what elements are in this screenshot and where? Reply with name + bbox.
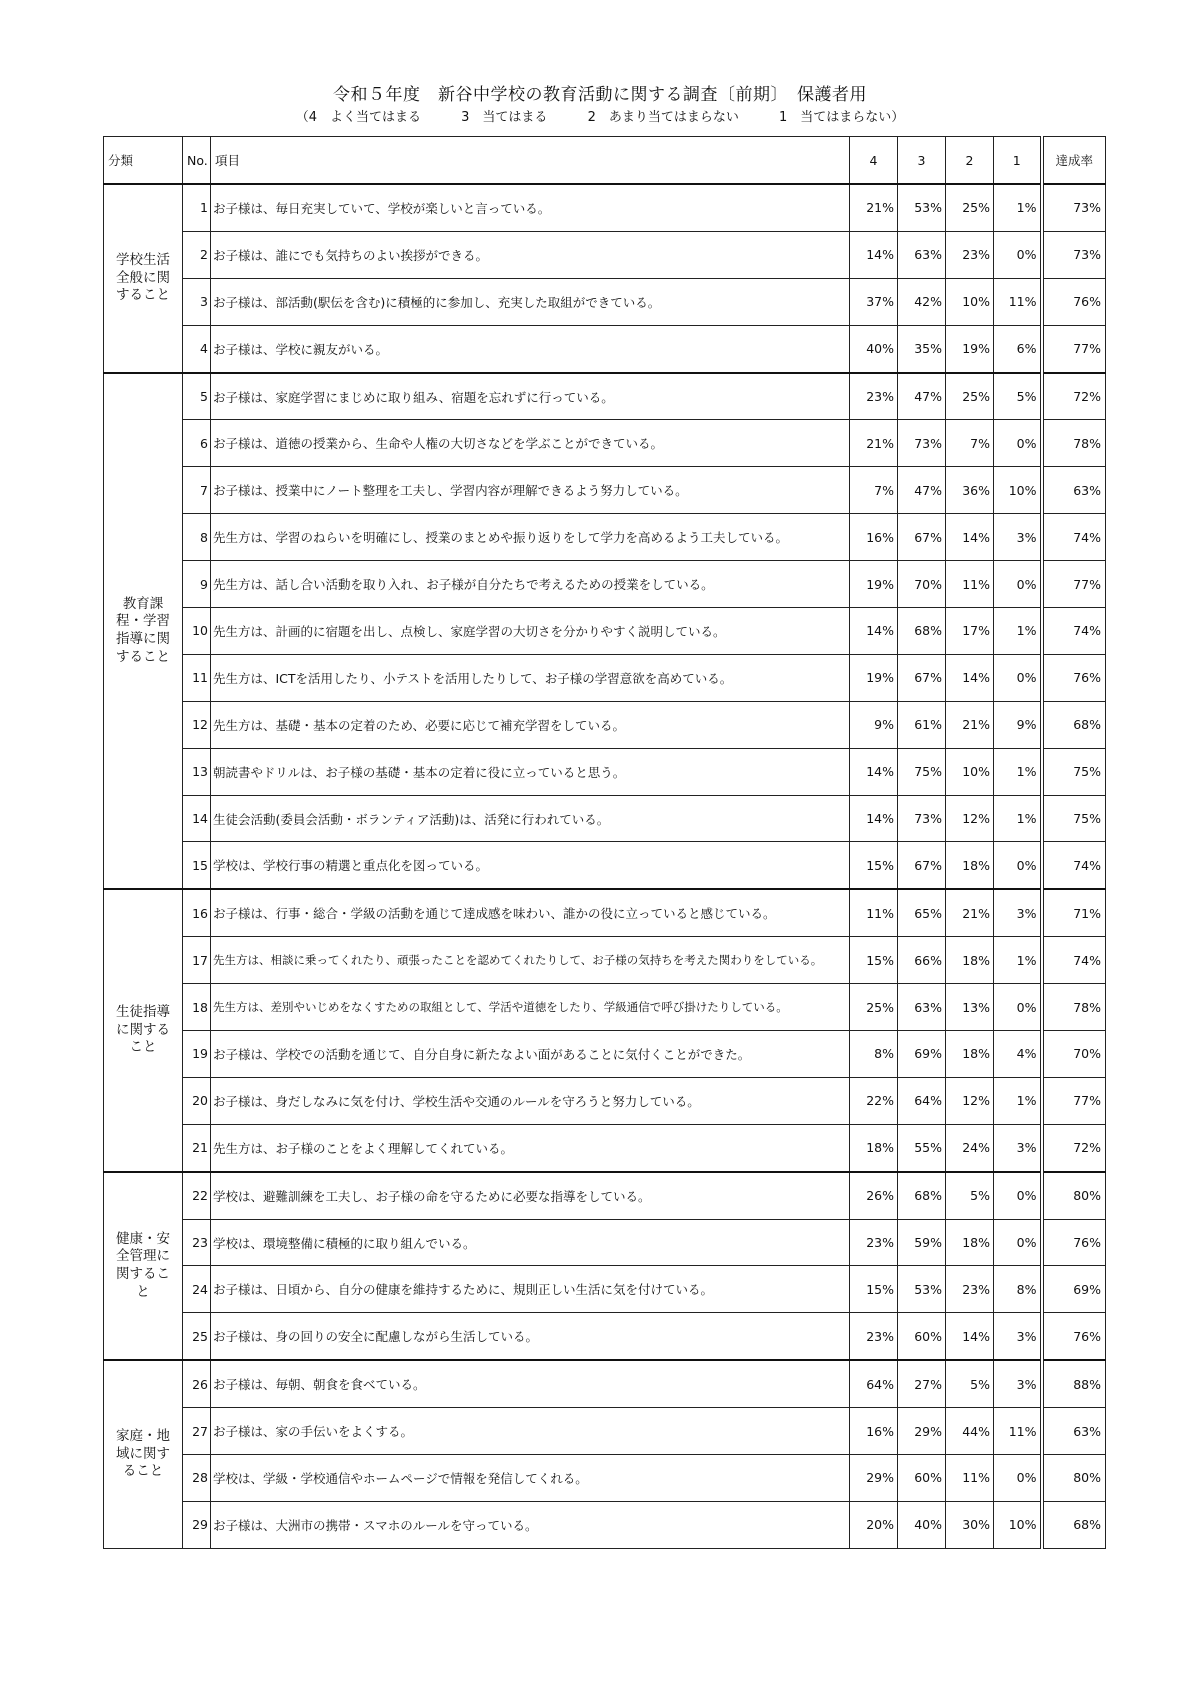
pct-1: 0% <box>994 1172 1042 1219</box>
category-cell: 学校生活全般に関すること <box>104 184 183 373</box>
pct-1: 4% <box>994 1031 1042 1078</box>
pct-3: 68% <box>898 608 946 655</box>
pct-4: 29% <box>850 1455 898 1502</box>
table-row <box>104 561 1106 608</box>
item-number: 14 <box>183 795 211 842</box>
page-title: 令和５年度 新谷中学校の教育活動に関する調査〔前期〕 保護者用 <box>333 85 867 105</box>
table-row <box>104 1219 1106 1266</box>
pct-1: 0% <box>994 1455 1042 1502</box>
header-1: 1 <box>994 137 1042 185</box>
pct-3: 63% <box>898 231 946 278</box>
pct-4: 21% <box>850 184 898 231</box>
item-number: 15 <box>183 842 211 889</box>
table-row <box>104 1172 1106 1219</box>
item-text: お子様は、毎朝、朝食を食べている。 <box>211 1360 850 1407</box>
pct-1: 0% <box>994 420 1042 467</box>
pct-4: 14% <box>850 795 898 842</box>
item-number: 29 <box>183 1501 211 1548</box>
pct-4: 20% <box>850 1501 898 1548</box>
pct-3: 35% <box>898 325 946 372</box>
category-cell: 教育課程・学習指導に関すること <box>104 373 183 890</box>
achievement-rate: 74% <box>1042 937 1106 984</box>
item-number: 12 <box>183 701 211 748</box>
category-cell: 健康・安全管理に関すること <box>104 1172 183 1361</box>
pct-4: 23% <box>850 1219 898 1266</box>
pct-4: 15% <box>850 842 898 889</box>
achievement-rate: 68% <box>1042 1501 1106 1548</box>
pct-2: 13% <box>946 984 994 1031</box>
pct-4: 40% <box>850 325 898 372</box>
pct-4: 16% <box>850 514 898 561</box>
item-number: 26 <box>183 1360 211 1407</box>
pct-2: 5% <box>946 1360 994 1407</box>
pct-1: 0% <box>994 231 1042 278</box>
pct-2: 44% <box>946 1408 994 1455</box>
pct-3: 47% <box>898 467 946 514</box>
pct-4: 23% <box>850 1313 898 1360</box>
pct-2: 36% <box>946 467 994 514</box>
item-text: 朝読書やドリルは、お子様の基礎・基本の定着に役に立っていると思う。 <box>211 748 850 795</box>
achievement-rate: 78% <box>1042 420 1106 467</box>
pct-3: 69% <box>898 1031 946 1078</box>
pct-1: 11% <box>994 1408 1042 1455</box>
item-number: 22 <box>183 1172 211 1219</box>
header-rate: 達成率 <box>1042 137 1106 185</box>
pct-2: 17% <box>946 608 994 655</box>
achievement-rate: 76% <box>1042 1219 1106 1266</box>
item-text: お子様は、大洲市の携帯・スマホのルールを守っている。 <box>211 1501 850 1548</box>
item-text: 先生方は、お子様のことをよく理解してくれている。 <box>211 1124 850 1171</box>
pct-3: 67% <box>898 654 946 701</box>
pct-3: 53% <box>898 1266 946 1313</box>
pct-4: 19% <box>850 654 898 701</box>
item-text: お子様は、誰にでも気持ちのよい挨拶ができる。 <box>211 231 850 278</box>
pct-3: 64% <box>898 1077 946 1124</box>
item-text: お子様は、道徳の授業から、生命や人権の大切さなどを学ぶことができている。 <box>211 420 850 467</box>
pct-3: 60% <box>898 1313 946 1360</box>
table-row <box>104 654 1106 701</box>
pct-1: 1% <box>994 748 1042 795</box>
table-row <box>104 278 1106 325</box>
item-number: 24 <box>183 1266 211 1313</box>
pct-1: 0% <box>994 984 1042 1031</box>
pct-1: 3% <box>994 1360 1042 1407</box>
table-row <box>104 1124 1106 1171</box>
table-row <box>104 889 1106 936</box>
item-number: 10 <box>183 608 211 655</box>
legend-3: 3 当てはまる <box>461 110 548 125</box>
item-text: お子様は、家庭学習にまじめに取り組み、宿題を忘れずに行っている。 <box>211 373 850 420</box>
pct-4: 16% <box>850 1408 898 1455</box>
item-number: 18 <box>183 984 211 1031</box>
table-row <box>104 1266 1106 1313</box>
item-number: 17 <box>183 937 211 984</box>
pct-2: 30% <box>946 1501 994 1548</box>
header-category: 分類 <box>104 137 183 185</box>
item-text: お子様は、毎日充実していて、学校が楽しいと言っている。 <box>211 184 850 231</box>
achievement-rate: 75% <box>1042 748 1106 795</box>
item-number: 19 <box>183 1031 211 1078</box>
pct-3: 60% <box>898 1455 946 1502</box>
pct-4: 14% <box>850 608 898 655</box>
achievement-rate: 73% <box>1042 231 1106 278</box>
pct-4: 37% <box>850 278 898 325</box>
pct-4: 14% <box>850 231 898 278</box>
table-row <box>104 373 1106 420</box>
pct-1: 3% <box>994 1313 1042 1360</box>
pct-3: 53% <box>898 184 946 231</box>
table-row <box>104 701 1106 748</box>
item-text: 先生方は、学習のねらいを明確にし、授業のまとめや振り返りをして学力を高めるよう工夫している。 <box>211 514 850 561</box>
pct-3: 63% <box>898 984 946 1031</box>
pct-3: 65% <box>898 889 946 936</box>
pct-2: 10% <box>946 748 994 795</box>
header-2: 2 <box>946 137 994 185</box>
item-text: お子様は、部活動(駅伝を含む)に積極的に参加し、充実した取組ができている。 <box>211 278 850 325</box>
pct-4: 9% <box>850 701 898 748</box>
category-cell: 生徒指導に関すること <box>104 889 183 1171</box>
item-number: 11 <box>183 654 211 701</box>
table-row <box>104 937 1106 984</box>
item-text: 学校は、学級・学校通信やホームページで情報を発信してくれる。 <box>211 1455 850 1502</box>
achievement-rate: 69% <box>1042 1266 1106 1313</box>
item-number: 28 <box>183 1455 211 1502</box>
pct-2: 25% <box>946 184 994 231</box>
pct-4: 15% <box>850 937 898 984</box>
pct-4: 22% <box>850 1077 898 1124</box>
pct-4: 7% <box>850 467 898 514</box>
table-row <box>104 1501 1106 1548</box>
pct-1: 10% <box>994 1501 1042 1548</box>
item-text: 先生方は、話し合い活動を取り入れ、お子様が自分たちで考えるための授業をしている。 <box>211 561 850 608</box>
achievement-rate: 80% <box>1042 1455 1106 1502</box>
item-text: お子様は、日頃から、自分の健康を維持するために、規則正しい生活に気を付けている。 <box>211 1266 850 1313</box>
table-row <box>104 842 1106 889</box>
pct-1: 10% <box>994 467 1042 514</box>
item-number: 27 <box>183 1408 211 1455</box>
pct-3: 73% <box>898 420 946 467</box>
pct-1: 3% <box>994 889 1042 936</box>
item-text: お子様は、授業中にノート整理を工夫し、学習内容が理解できるよう努力している。 <box>211 467 850 514</box>
item-text: 先生方は、差別やいじめをなくすための取組として、学活や道徳をしたり、学級通信で呼び掛けたりしている。 <box>211 984 850 1031</box>
legend-2: 2 あまり当てはまらない <box>587 110 739 125</box>
item-number: 20 <box>183 1077 211 1124</box>
achievement-rate: 77% <box>1042 561 1106 608</box>
table-row <box>104 795 1106 842</box>
header-no: No. <box>183 137 211 185</box>
pct-1: 5% <box>994 373 1042 420</box>
item-text: お子様は、身だしなみに気を付け、学校生活や交通のルールを守ろうと努力している。 <box>211 1077 850 1124</box>
table-row <box>104 231 1106 278</box>
pct-3: 67% <box>898 842 946 889</box>
table-row <box>104 1455 1106 1502</box>
table-row <box>104 420 1106 467</box>
header-4: 4 <box>850 137 898 185</box>
pct-2: 5% <box>946 1172 994 1219</box>
pct-2: 11% <box>946 561 994 608</box>
achievement-rate: 71% <box>1042 889 1106 936</box>
table-row <box>104 1313 1106 1360</box>
pct-4: 8% <box>850 1031 898 1078</box>
pct-2: 18% <box>946 937 994 984</box>
item-number: 21 <box>183 1124 211 1171</box>
table-row <box>104 514 1106 561</box>
item-text: お子様は、身の回りの安全に配慮しながら生活している。 <box>211 1313 850 1360</box>
item-text: 先生方は、基礎・基本の定着のため、必要に応じて補充学習をしている。 <box>211 701 850 748</box>
pct-2: 14% <box>946 654 994 701</box>
header-3: 3 <box>898 137 946 185</box>
pct-1: 1% <box>994 937 1042 984</box>
achievement-rate: 70% <box>1042 1031 1106 1078</box>
pct-2: 11% <box>946 1455 994 1502</box>
pct-3: 61% <box>898 701 946 748</box>
pct-2: 7% <box>946 420 994 467</box>
achievement-rate: 63% <box>1042 1408 1106 1455</box>
achievement-rate: 63% <box>1042 467 1106 514</box>
pct-3: 73% <box>898 795 946 842</box>
category-cell: 家庭・地域に関すること <box>104 1360 183 1548</box>
pct-1: 1% <box>994 608 1042 655</box>
pct-4: 25% <box>850 984 898 1031</box>
table-row <box>104 748 1106 795</box>
rating-legend <box>0 106 1200 125</box>
item-text: お子様は、家の手伝いをよくする。 <box>211 1408 850 1455</box>
item-number: 16 <box>183 889 211 936</box>
pct-3: 75% <box>898 748 946 795</box>
pct-2: 23% <box>946 1266 994 1313</box>
item-number: 2 <box>183 231 211 278</box>
achievement-rate: 74% <box>1042 608 1106 655</box>
item-number: 5 <box>183 373 211 420</box>
pct-4: 26% <box>850 1172 898 1219</box>
pct-3: 70% <box>898 561 946 608</box>
pct-2: 12% <box>946 795 994 842</box>
pct-1: 0% <box>994 654 1042 701</box>
pct-2: 23% <box>946 231 994 278</box>
pct-2: 19% <box>946 325 994 372</box>
table-row <box>104 1408 1106 1455</box>
item-text: 学校は、環境整備に積極的に取り組んでいる。 <box>211 1219 850 1266</box>
table-row <box>104 325 1106 372</box>
item-text: 学校は、学校行事の精選と重点化を図っている。 <box>211 842 850 889</box>
item-text: お子様は、学校に親友がいる。 <box>211 325 850 372</box>
item-text: 生徒会活動(委員会活動・ボランティア活動)は、活発に行われている。 <box>211 795 850 842</box>
pct-1: 9% <box>994 701 1042 748</box>
pct-4: 15% <box>850 1266 898 1313</box>
legend-1: 1 当てはまらない） <box>778 110 905 125</box>
pct-3: 47% <box>898 373 946 420</box>
pct-2: 18% <box>946 1031 994 1078</box>
achievement-rate: 78% <box>1042 984 1106 1031</box>
pct-1: 0% <box>994 1219 1042 1266</box>
item-number: 7 <box>183 467 211 514</box>
achievement-rate: 77% <box>1042 325 1106 372</box>
achievement-rate: 74% <box>1042 514 1106 561</box>
pct-3: 40% <box>898 1501 946 1548</box>
pct-1: 3% <box>994 1124 1042 1171</box>
achievement-rate: 76% <box>1042 1313 1106 1360</box>
item-text: 先生方は、計画的に宿題を出し、点検し、家庭学習の大切さを分かりやすく説明している。 <box>211 608 850 655</box>
item-number: 9 <box>183 561 211 608</box>
achievement-rate: 72% <box>1042 373 1106 420</box>
pct-1: 3% <box>994 514 1042 561</box>
pct-3: 29% <box>898 1408 946 1455</box>
item-number: 4 <box>183 325 211 372</box>
pct-2: 18% <box>946 842 994 889</box>
pct-3: 55% <box>898 1124 946 1171</box>
achievement-rate: 77% <box>1042 1077 1106 1124</box>
pct-1: 8% <box>994 1266 1042 1313</box>
achievement-rate: 76% <box>1042 654 1106 701</box>
achievement-rate: 88% <box>1042 1360 1106 1407</box>
pct-1: 0% <box>994 561 1042 608</box>
pct-2: 10% <box>946 278 994 325</box>
item-text: 学校は、避難訓練を工夫し、お子様の命を守るために必要な指導をしている。 <box>211 1172 850 1219</box>
achievement-rate: 68% <box>1042 701 1106 748</box>
pct-4: 64% <box>850 1360 898 1407</box>
table-row <box>104 1077 1106 1124</box>
pct-1: 6% <box>994 325 1042 372</box>
pct-4: 14% <box>850 748 898 795</box>
pct-1: 11% <box>994 278 1042 325</box>
achievement-rate: 73% <box>1042 184 1106 231</box>
item-number: 1 <box>183 184 211 231</box>
survey-table <box>103 136 1106 1549</box>
item-number: 3 <box>183 278 211 325</box>
pct-4: 11% <box>850 889 898 936</box>
pct-2: 12% <box>946 1077 994 1124</box>
item-number: 6 <box>183 420 211 467</box>
pct-3: 68% <box>898 1172 946 1219</box>
item-number: 13 <box>183 748 211 795</box>
pct-2: 21% <box>946 701 994 748</box>
achievement-rate: 80% <box>1042 1172 1106 1219</box>
pct-2: 18% <box>946 1219 994 1266</box>
legend-4: （4 よく当てはまる <box>295 110 421 125</box>
achievement-rate: 76% <box>1042 278 1106 325</box>
survey-table-body <box>104 184 1106 1548</box>
achievement-rate: 75% <box>1042 795 1106 842</box>
pct-2: 21% <box>946 889 994 936</box>
achievement-rate: 72% <box>1042 1124 1106 1171</box>
item-text: 先生方は、相談に乗ってくれたり、頑張ったことを認めてくれたりして、お子様の気持ちを考えた関わりをしている。 <box>211 937 850 984</box>
achievement-rate: 74% <box>1042 842 1106 889</box>
pct-3: 67% <box>898 514 946 561</box>
pct-2: 14% <box>946 514 994 561</box>
pct-3: 59% <box>898 1219 946 1266</box>
pct-1: 1% <box>994 795 1042 842</box>
pct-1: 1% <box>994 184 1042 231</box>
pct-4: 21% <box>850 420 898 467</box>
pct-2: 25% <box>946 373 994 420</box>
table-row <box>104 608 1106 655</box>
pct-1: 1% <box>994 1077 1042 1124</box>
pct-2: 14% <box>946 1313 994 1360</box>
pct-4: 19% <box>850 561 898 608</box>
table-row <box>104 1031 1106 1078</box>
item-number: 23 <box>183 1219 211 1266</box>
item-text: お子様は、学校での活動を通じて、自分自身に新たなよい面があることに気付くことができた。 <box>211 1031 850 1078</box>
table-row <box>104 467 1106 514</box>
item-text: お子様は、行事・総合・学級の活動を通じて達成感を味わい、誰かの役に立っていると感じている。 <box>211 889 850 936</box>
pct-3: 27% <box>898 1360 946 1407</box>
table-header-row <box>104 137 1106 185</box>
pct-3: 42% <box>898 278 946 325</box>
pct-1: 0% <box>994 842 1042 889</box>
pct-4: 23% <box>850 373 898 420</box>
item-text: 先生方は、ICTを活用したり、小テストを活用したりして、お子様の学習意欲を高めている。 <box>211 654 850 701</box>
item-number: 8 <box>183 514 211 561</box>
pct-2: 24% <box>946 1124 994 1171</box>
table-row <box>104 984 1106 1031</box>
table-row <box>104 1360 1106 1407</box>
pct-4: 18% <box>850 1124 898 1171</box>
pct-3: 66% <box>898 937 946 984</box>
item-number: 25 <box>183 1313 211 1360</box>
table-row <box>104 184 1106 231</box>
header-item: 項目 <box>211 137 850 185</box>
